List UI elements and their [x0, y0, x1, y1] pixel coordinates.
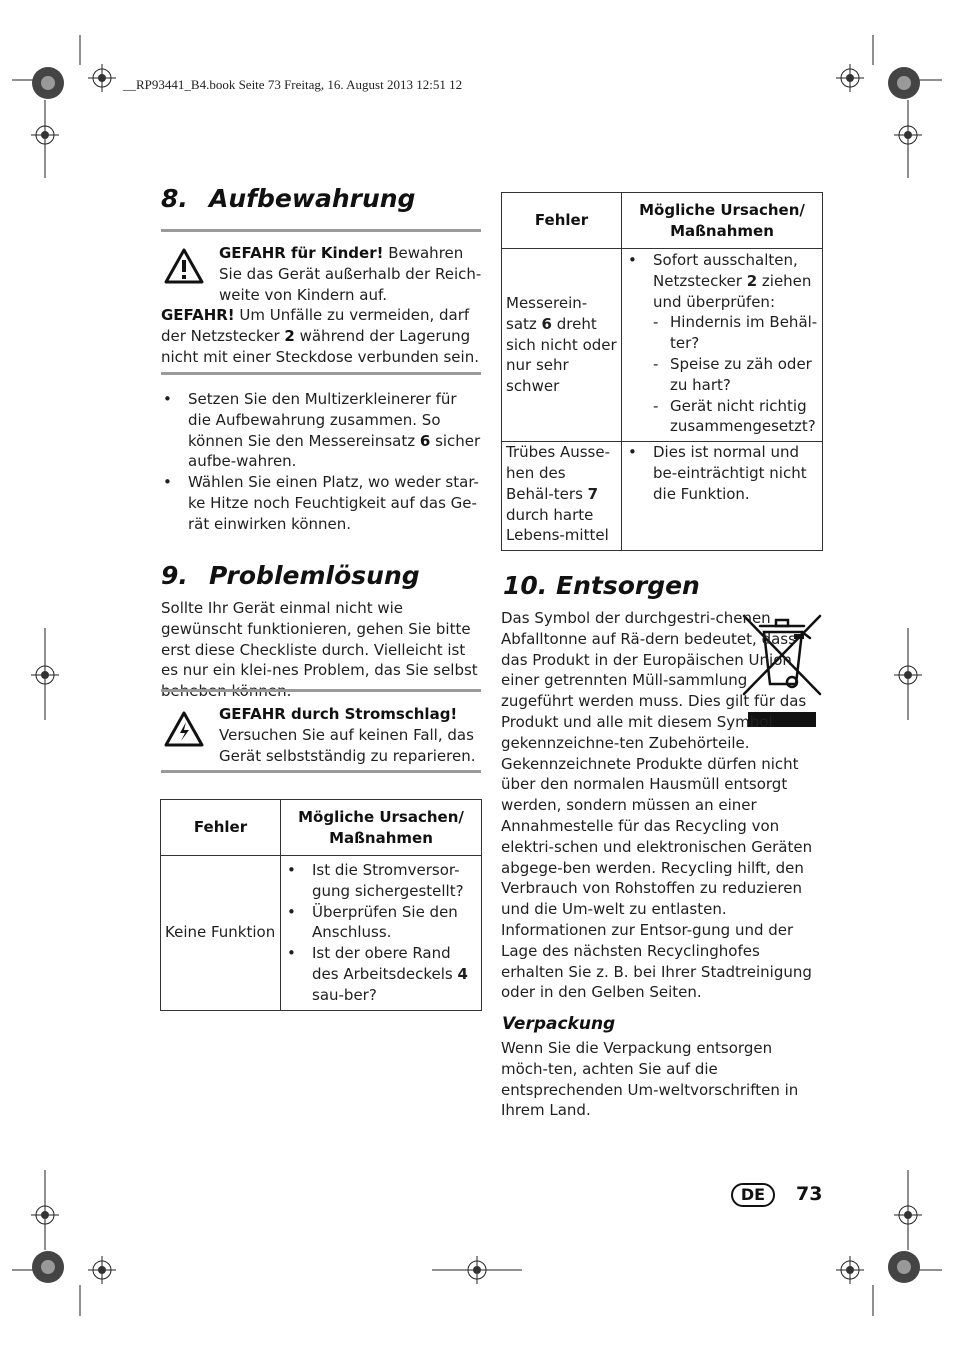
divider [161, 689, 481, 692]
packaging-subheading: Verpackung [502, 1014, 616, 1034]
list-item: • Wählen Sie einen Platz, wo weder star-ke Hitze noch Feuchtigkeit auf das Ge-rät einwirken können. [161, 472, 482, 534]
section-number: 8. [161, 184, 188, 213]
table-row [502, 442, 823, 551]
table-row [502, 249, 823, 442]
column-header: Mögliche Ursachen/ Maßnahmen [622, 193, 823, 249]
troubleshooting-table-1 [160, 799, 482, 1011]
section-title: Aufbewahrung [209, 184, 416, 213]
measures-cell: • Ist die Stromversor-gung sichergestellt? • Überprüfen Sie den Anschluss. • Ist der obere Rand des Arbeitsdeckels 4 sau-ber? [281, 856, 481, 1010]
storage-danger-warning: GEFAHR! Um Unfälle zu vermeiden, darf der Netzstecker 2 während der Lagerung nicht mit einer Steckdose verbunden sein. [161, 306, 479, 366]
divider [161, 372, 481, 375]
troubleshooting-table-2 [501, 192, 823, 551]
print-slug: __RP93441_B4.book Seite 73 Freitag, 16. August 2013 12:51 12 [123, 77, 463, 92]
column-header: Mögliche Ursachen/ Maßnahmen [281, 800, 482, 856]
list-item: • Setzen Sie den Multizerkleinerer für die Aufbewahrung zusammen. So können Sie den Messereinsatz 6 sicher aufbe-wahren. [161, 389, 482, 472]
language-badge: DE [731, 1183, 775, 1207]
troubleshooting-intro: Sollte Ihr Gerät einmal nicht wie gewünscht funktionieren, gehen Sie bitte erst diese Checkliste durch. Vielleicht ist es nur ein klei-nes Problem, das Sie selbst [161, 599, 478, 680]
electric-shock-warning-icon [163, 710, 205, 748]
disposal-text: Das Symbol der durchgestri-chenen Abfalltonne auf Rä-dern bedeutet, dass das Produkt in der Europäischen Union einer getrennten Müll-sammlung zugeführt werden muss. Dies gilt für das Produkt und alle mit diesem Symbol gekennzeichne-ten Zubehörteile. Gekennzeichnete Produkte dürfen nicht über den normalen Hausmüll entsorgt werden, sondern müssen an einer Annahmestelle für das Recycling von elektri-schen und elektronischen Geräten abgege-ben werden. Recycling hilft, den Verbrauch von Rohstoffen zu reduzieren und die Um-welt zu entlasten. Informationen zur Entsor-gung und der Lage des nächsten Recyclinghofes erhalten Sie z. B. bei Ihrer Stadtreinigung oder in den Gelben Seiten. [501, 609, 813, 1002]
page-number: 73 [796, 1183, 823, 1205]
section-8-heading [161, 184, 415, 213]
packaging-text: Wenn Sie die Verpackung entsorgen möch-ten, achten Sie auf die entsprechenden Um-weltvorschriften in Ihrem Land. [501, 1039, 799, 1120]
measures-cell: • Sofort ausschalten, Netzstecker 2 ziehen und überprüfen: - Hindernis im Behäl-ter? - Speise zu zäh oder zu hart? - Gerät nicht richtig zusammengesetzt? [622, 249, 822, 441]
fault-cell: Keine Funktion [165, 923, 276, 942]
child-danger-warning: GEFAHR für Kinder! Bewahren Sie das Gerät außerhalb der Reich-weite von Kindern auf. [219, 244, 482, 304]
divider [161, 770, 481, 773]
warning-triangle-icon [163, 247, 205, 285]
table-row [161, 856, 482, 1011]
column-header: Fehler [161, 800, 281, 856]
storage-bullet-list [161, 389, 482, 535]
measures-cell: • Dies ist normal und be-einträchtigt nicht die Funktion. [622, 442, 822, 508]
section-title: Problemlösung [209, 561, 420, 590]
fault-cell: Messerein-satz 6 dreht sich nicht oder nur sehr schwer [506, 294, 617, 396]
electric-shock-warning: GEFAHR durch Stromschlag! Versuchen Sie auf keinen Fall, das Gerät selbstständig zu reparieren. [219, 705, 476, 765]
divider [161, 229, 481, 232]
section-10-heading: 10. Entsorgen [503, 571, 700, 600]
column-header: Fehler [502, 193, 622, 249]
fault-cell: Trübes Ausse-hen des Behäl-ters 7 durch harte Lebens-mittel [506, 443, 611, 545]
section-9-heading [161, 561, 420, 590]
section-number: 9. [161, 561, 188, 590]
